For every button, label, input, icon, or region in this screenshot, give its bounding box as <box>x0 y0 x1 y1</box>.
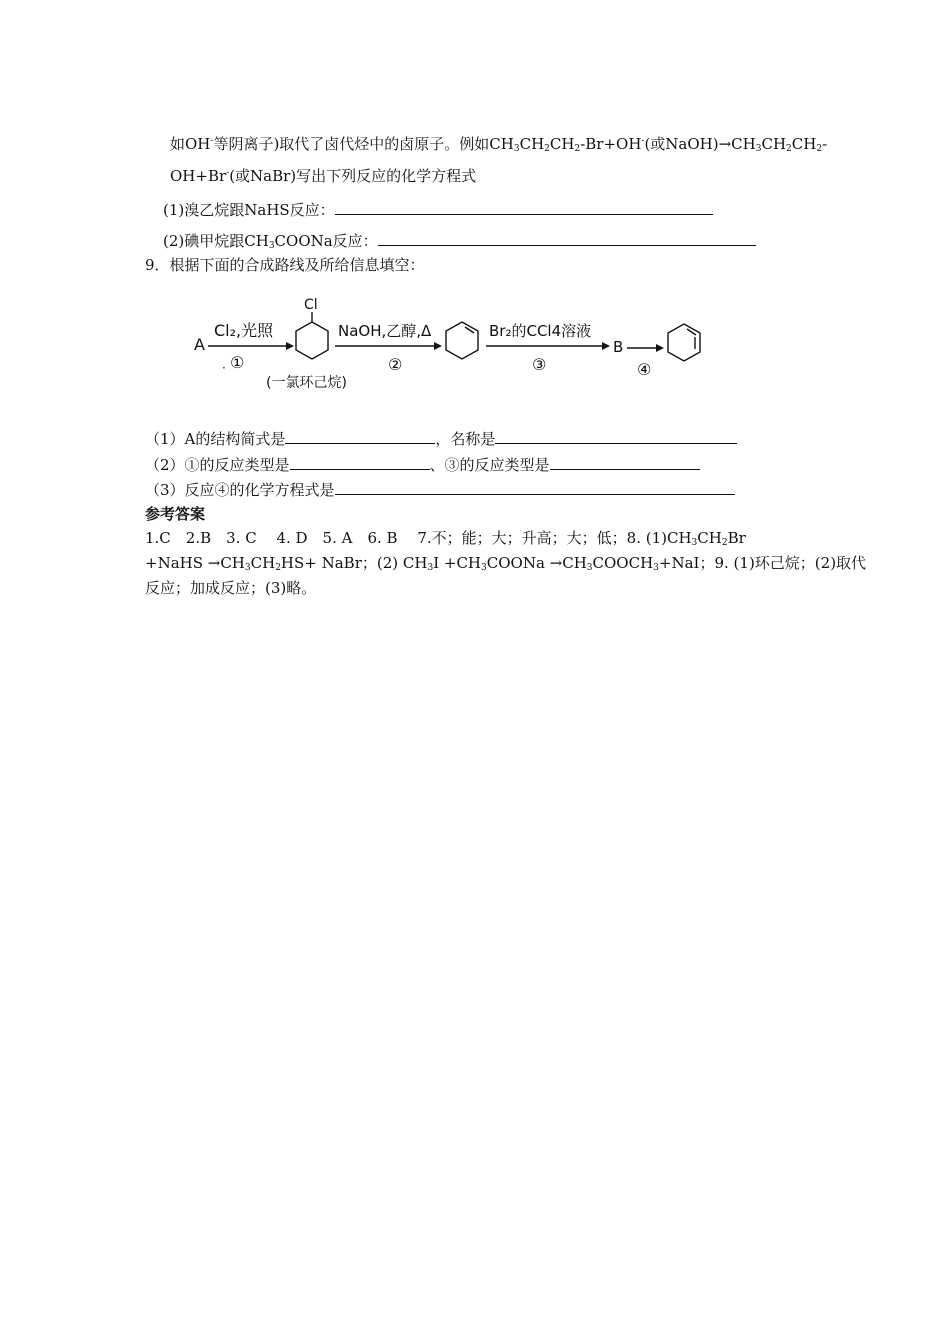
answer-blank[interactable] <box>285 429 435 444</box>
text: 1.C 2.B 3. C 4. D 5. A 6. B 7.不；能；大；升高；大；低；8. (1)CH <box>145 529 692 547</box>
q9-sub3 <box>145 480 735 500</box>
step1-reagent: Cl₂,光照 <box>214 321 274 340</box>
answers-line3: 反应；加成反应；(3)略。 <box>145 579 317 597</box>
text: CH <box>697 529 722 547</box>
arrowhead-4 <box>656 344 664 352</box>
question-label: 、③的反应类型是 <box>429 456 550 474</box>
text: +NaI；9. (1)环己烷；(2)取代 <box>658 554 867 572</box>
subscript: 2 <box>816 144 823 154</box>
answer-blank[interactable] <box>378 231 756 246</box>
text: CH <box>761 135 787 153</box>
text: - <box>822 135 828 153</box>
subscript: 3 <box>481 563 487 573</box>
superscript: - <box>210 136 214 146</box>
start-compound-label: A <box>194 335 205 354</box>
cyclohexane-ring <box>296 322 328 359</box>
step2-reagent: NaOH,乙醇,Δ <box>338 322 432 340</box>
answers-title: 参考答案 <box>145 505 206 523</box>
q8-intro-line2 <box>170 166 476 186</box>
answer-blank[interactable] <box>290 455 430 470</box>
subscript: 3 <box>268 241 275 251</box>
subscript: 2 <box>275 563 281 573</box>
text: 等阴离子)取代了卤代烃中的卤原子。例如CH <box>213 135 514 153</box>
q8-intro-line1 <box>170 134 827 154</box>
q9-sub1 <box>145 429 737 449</box>
text: CH <box>519 135 545 153</box>
step2-number: ② <box>388 355 403 374</box>
superscript: - <box>641 136 645 146</box>
text: Br <box>727 529 746 547</box>
subscript: 3 <box>427 563 434 573</box>
q9-sub2 <box>145 455 700 475</box>
q8-sub2 <box>163 231 756 251</box>
q9-title: 9．根据下面的合成路线及所给信息填空： <box>145 256 425 274</box>
subscript: 3 <box>513 144 520 154</box>
synthesis-route-diagram <box>190 292 720 402</box>
subscript: 2 <box>721 538 728 548</box>
compound-name: (一氯环己烷) <box>266 375 347 391</box>
question-label: （1）A的结构简式是 <box>145 430 286 448</box>
step3-reagent: Br₂的CCl4溶液 <box>489 322 592 340</box>
question-label: (1)溴乙烷跟NaHS反应： <box>163 201 335 219</box>
text: CH <box>791 135 817 153</box>
text: CH <box>549 135 575 153</box>
subscript: 2 <box>544 144 550 154</box>
text: COOCH <box>592 554 654 572</box>
text: I +CH <box>433 554 482 572</box>
dot-mark: · <box>222 361 226 375</box>
text: CH <box>250 554 276 572</box>
q8-sub1 <box>163 200 713 220</box>
superscript: - <box>226 168 230 178</box>
text: HS+ NaBr；(2) CH <box>280 554 428 572</box>
text: (或NaOH)→CH <box>644 135 756 153</box>
arrowhead-1 <box>286 342 294 350</box>
text: OH+Br <box>170 167 227 185</box>
subscript: 3 <box>586 563 593 573</box>
subscript: 2 <box>786 144 792 154</box>
question-label: COONa反应： <box>274 232 378 250</box>
question-label: （2）①的反应类型是 <box>145 456 290 474</box>
subscript: 3 <box>244 563 251 573</box>
text: COONa →CH <box>486 554 587 572</box>
text: (或NaBr)写出下列反应的化学方程式 <box>229 167 477 185</box>
text: +NaHS →CH <box>145 554 245 572</box>
answer-blank[interactable] <box>550 455 700 470</box>
answer-blank[interactable] <box>335 200 713 215</box>
cyclohexene-ring <box>446 322 478 359</box>
question-label: （3）反应④的化学方程式是 <box>145 481 335 499</box>
answer-blank[interactable] <box>335 480 735 495</box>
step3-number: ③ <box>532 355 547 374</box>
arrowhead-3 <box>602 342 610 350</box>
arrowhead-2 <box>434 342 442 350</box>
answer-blank[interactable] <box>495 429 737 444</box>
subscript: 3 <box>755 144 762 154</box>
answers-line1 <box>145 528 746 548</box>
text: -Br+OH <box>580 135 642 153</box>
question-label: ，名称是 <box>435 430 496 448</box>
subscript: 2 <box>574 144 581 154</box>
text: 如OH <box>170 135 211 153</box>
subscript: 3 <box>653 563 659 573</box>
question-label: (2)碘甲烷跟CH <box>163 232 269 250</box>
intermediate-label: B <box>613 338 624 356</box>
subscript: 3 <box>691 538 698 548</box>
step1-number: ① <box>230 353 245 372</box>
answers-line2 <box>145 553 866 573</box>
step4-number: ④ <box>637 360 652 379</box>
cl-label: Cl <box>304 297 318 313</box>
